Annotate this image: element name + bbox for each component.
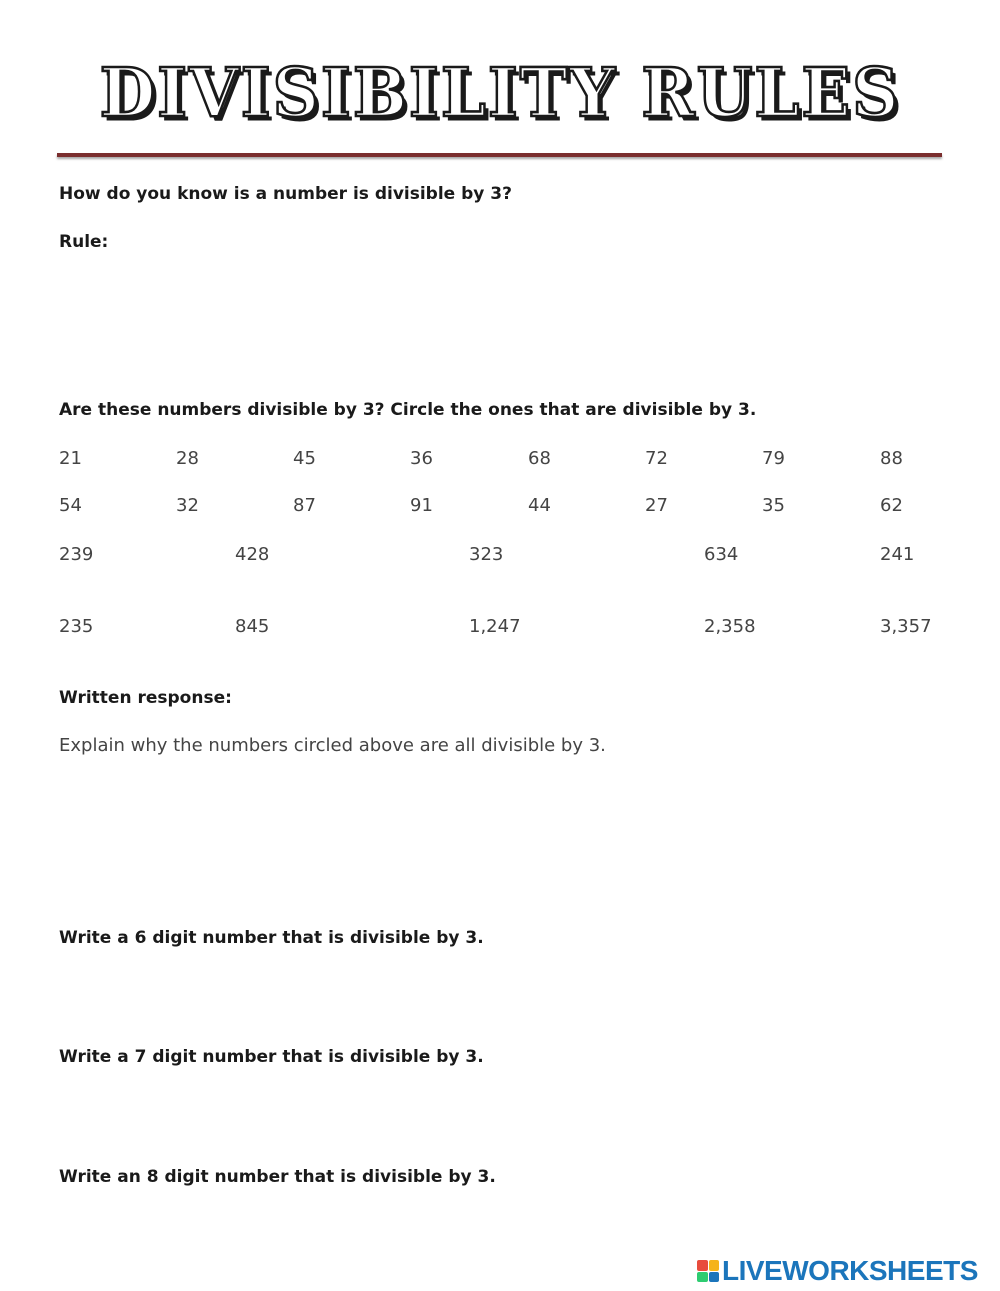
- liveworksheets-logo-icon: [697, 1260, 719, 1282]
- number-item[interactable]: 27: [645, 495, 668, 516]
- number-item[interactable]: 62: [880, 495, 903, 516]
- number-item[interactable]: 68: [528, 448, 551, 469]
- number-item[interactable]: 845: [235, 616, 270, 637]
- number-item[interactable]: 241: [880, 544, 915, 565]
- brand-name: LIVEWORKSHEETS: [722, 1255, 978, 1286]
- rule-label: Rule:: [59, 232, 109, 252]
- number-item[interactable]: 45: [293, 448, 316, 469]
- number-item[interactable]: 44: [528, 495, 551, 516]
- page-title: DIVISIBILITY RULES: [99, 54, 901, 133]
- number-item[interactable]: 88: [880, 448, 903, 469]
- liveworksheets-brand[interactable]: [697, 1256, 978, 1286]
- written-response-label: Written response:: [59, 688, 232, 708]
- number-item[interactable]: 428: [235, 544, 270, 565]
- number-item[interactable]: 36: [410, 448, 433, 469]
- number-item[interactable]: 79: [762, 448, 785, 469]
- number-item[interactable]: 1,247: [469, 616, 521, 637]
- number-item[interactable]: 323: [469, 544, 504, 565]
- number-item[interactable]: 28: [176, 448, 199, 469]
- task-eight-digit: Write an 8 digit number that is divisible by 3.: [59, 1167, 496, 1187]
- number-item[interactable]: 21: [59, 448, 82, 469]
- task-seven-digit: Write a 7 digit number that is divisible by 3.: [59, 1047, 484, 1067]
- written-response-prompt: Explain why the numbers circled above are all divisible by 3.: [59, 735, 606, 756]
- question-divisible-by-3: How do you know is a number is divisible by 3?: [59, 184, 512, 204]
- number-item[interactable]: 54: [59, 495, 82, 516]
- number-item[interactable]: 91: [410, 495, 433, 516]
- number-item[interactable]: 2,358: [704, 616, 756, 637]
- number-item[interactable]: 235: [59, 616, 94, 637]
- number-item[interactable]: 35: [762, 495, 785, 516]
- circle-instruction: Are these numbers divisible by 3? Circle the ones that are divisible by 3.: [59, 400, 757, 420]
- title-divider: [57, 153, 942, 157]
- number-item[interactable]: 72: [645, 448, 668, 469]
- number-item[interactable]: 634: [704, 544, 739, 565]
- number-item[interactable]: 32: [176, 495, 199, 516]
- number-item[interactable]: 3,357: [880, 616, 932, 637]
- number-item[interactable]: 87: [293, 495, 316, 516]
- task-six-digit: Write a 6 digit number that is divisible by 3.: [59, 928, 484, 948]
- number-item[interactable]: 239: [59, 544, 94, 565]
